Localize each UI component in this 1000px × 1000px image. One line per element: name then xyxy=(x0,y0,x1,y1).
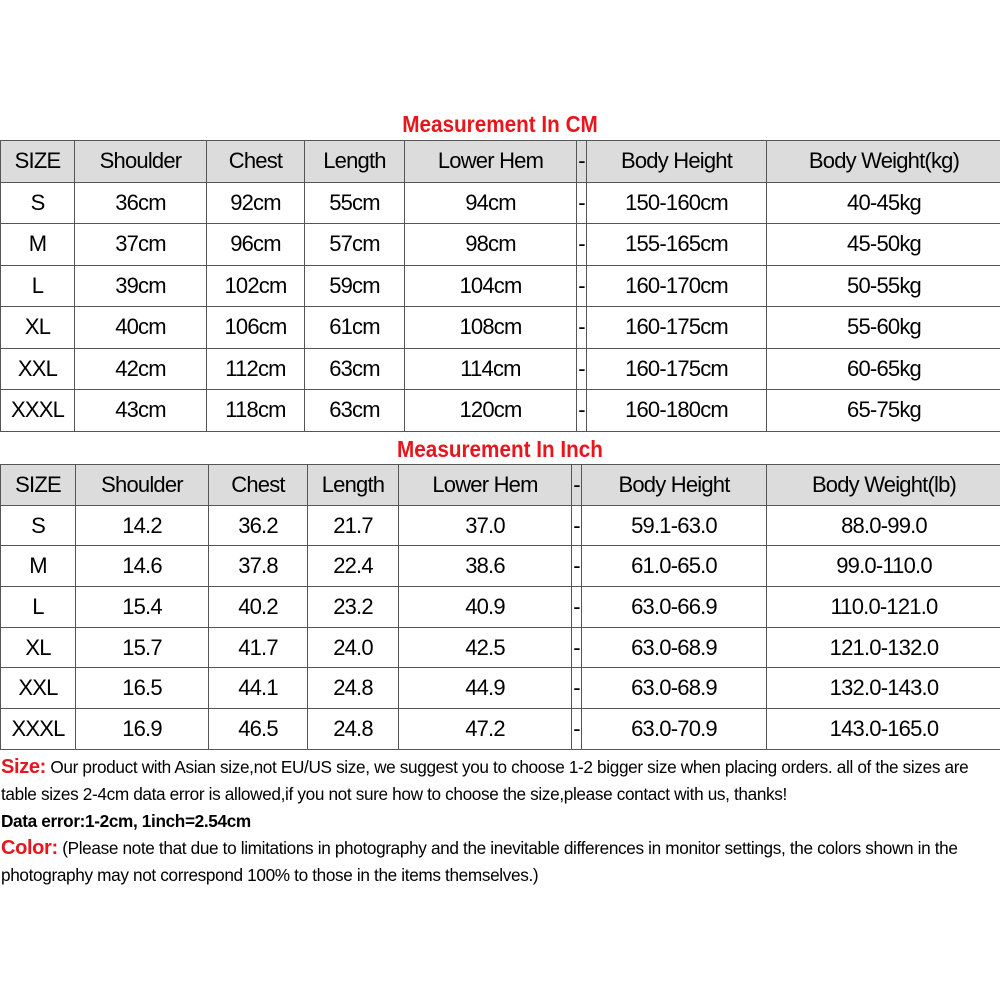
table-cell: 160-180cm xyxy=(587,390,767,432)
table-cell: 118cm xyxy=(207,390,305,432)
table-cell: 59cm xyxy=(305,265,405,307)
table-cell: 14.6 xyxy=(76,546,209,587)
color-note xyxy=(1,835,996,889)
table-cell: 50-55kg xyxy=(767,265,1000,307)
table-cell: 36cm xyxy=(75,182,207,224)
table-cell: 37.8 xyxy=(209,546,308,587)
table-cell: M xyxy=(1,224,75,266)
table-row xyxy=(1,709,1000,750)
table-cell: 46.5 xyxy=(209,709,308,750)
table-cell: 47.2 xyxy=(399,709,572,750)
data-error-note: Data error:1-2cm, 1inch=2.54cm xyxy=(1,811,251,831)
table-cell: 121.0-132.0 xyxy=(767,627,1000,668)
table-header-row xyxy=(1,141,1000,183)
table-cell: 63.0-66.9 xyxy=(582,587,767,628)
size-note-label: Size: xyxy=(1,756,46,778)
table-cell: XXXL xyxy=(1,709,76,750)
column-header: Lower Hem xyxy=(405,141,577,183)
table-cell: 45-50kg xyxy=(767,224,1000,266)
table-cell: 104cm xyxy=(405,265,577,307)
inch-size-table xyxy=(0,464,1000,750)
table-cell: 24.0 xyxy=(308,627,399,668)
table-row xyxy=(1,546,1000,587)
table-cell: 88.0-99.0 xyxy=(767,505,1000,546)
table-cell: M xyxy=(1,546,76,587)
column-header: Shoulder xyxy=(75,141,207,183)
table-cell: 61.0-65.0 xyxy=(582,546,767,587)
table-cell: 132.0-143.0 xyxy=(767,668,1000,709)
table-row xyxy=(1,224,1000,266)
table-cell: 98cm xyxy=(405,224,577,266)
table-cell: 102cm xyxy=(207,265,305,307)
table-cell: 37.0 xyxy=(399,505,572,546)
column-header: SIZE xyxy=(1,141,75,183)
table-cell: 41.7 xyxy=(209,627,308,668)
column-header: - xyxy=(577,141,587,183)
color-note-text: (Please note that due to limitations in photography and the inevitable differences in monitor settings, the colors shown in the photography may not correspond 100% to those in the items themselves.) xyxy=(1,838,958,885)
column-header: Body Height xyxy=(587,141,767,183)
table-cell: 63.0-70.9 xyxy=(582,709,767,750)
table-cell: - xyxy=(577,265,587,307)
table-cell: 155-165cm xyxy=(587,224,767,266)
table-cell: 160-175cm xyxy=(587,307,767,349)
table-cell: 38.6 xyxy=(399,546,572,587)
column-header: Shoulder xyxy=(76,465,209,506)
table-row xyxy=(1,390,1000,432)
table-cell: 44.9 xyxy=(399,668,572,709)
column-header: Chest xyxy=(207,141,305,183)
table-cell: 143.0-165.0 xyxy=(767,709,1000,750)
table-cell: 40.9 xyxy=(399,587,572,628)
table-cell: 65-75kg xyxy=(767,390,1000,432)
table-cell: - xyxy=(572,668,582,709)
table-cell: 150-160cm xyxy=(587,182,767,224)
table-row xyxy=(1,505,1000,546)
table-cell: 16.9 xyxy=(76,709,209,750)
table-cell: 37cm xyxy=(75,224,207,266)
table-cell: 59.1-63.0 xyxy=(582,505,767,546)
table-cell: XL xyxy=(1,627,76,668)
table-row xyxy=(1,348,1000,390)
column-header: Body Weight(lb) xyxy=(767,465,1000,506)
table-header-row xyxy=(1,465,1000,506)
table-cell: L xyxy=(1,265,75,307)
size-note-text: Our product with Asian size,not EU/US size, we suggest you to choose 1-2 bigger size when placing orders. all of the sizes are table sizes 2-4cm data error is allowed,if you not sure how to choose the size,please contact with us, thanks! xyxy=(1,757,969,804)
table-row xyxy=(1,587,1000,628)
table-cell: 15.7 xyxy=(76,627,209,668)
table-cell: 22.4 xyxy=(308,546,399,587)
size-note xyxy=(1,754,996,808)
table-row xyxy=(1,182,1000,224)
table-cell: 57cm xyxy=(305,224,405,266)
table-cell: - xyxy=(572,709,582,750)
table-cell: S xyxy=(1,182,75,224)
table-cell: L xyxy=(1,587,76,628)
table-cell: 63cm xyxy=(305,348,405,390)
column-header: Body Height xyxy=(582,465,767,506)
table-cell: 40cm xyxy=(75,307,207,349)
column-header: - xyxy=(572,465,582,506)
column-header: SIZE xyxy=(1,465,76,506)
table-cell: 106cm xyxy=(207,307,305,349)
table-cell: - xyxy=(577,307,587,349)
table-cell: 24.8 xyxy=(308,709,399,750)
table-cell: 44.1 xyxy=(209,668,308,709)
cm-table-title: Measurement In CM xyxy=(402,111,598,137)
table-cell: - xyxy=(572,505,582,546)
table-cell: 55-60kg xyxy=(767,307,1000,349)
table-cell: - xyxy=(572,546,582,587)
table-cell: 15.4 xyxy=(76,587,209,628)
table-cell: S xyxy=(1,505,76,546)
table-cell: 108cm xyxy=(405,307,577,349)
table-cell: 112cm xyxy=(207,348,305,390)
table-cell: 40.2 xyxy=(209,587,308,628)
table-cell: 61cm xyxy=(305,307,405,349)
cm-size-table xyxy=(0,140,1000,432)
column-header: Length xyxy=(305,141,405,183)
table-cell: 16.5 xyxy=(76,668,209,709)
table-cell: 42cm xyxy=(75,348,207,390)
table-row xyxy=(1,627,1000,668)
color-note-label: Color: xyxy=(1,837,58,859)
column-header: Lower Hem xyxy=(399,465,572,506)
table-cell: XXXL xyxy=(1,390,75,432)
column-header: Chest xyxy=(209,465,308,506)
table-row xyxy=(1,307,1000,349)
table-cell: - xyxy=(572,627,582,668)
table-cell: 23.2 xyxy=(308,587,399,628)
table-cell: - xyxy=(572,587,582,628)
table-cell: 160-170cm xyxy=(587,265,767,307)
table-cell: XL xyxy=(1,307,75,349)
table-cell: 60-65kg xyxy=(767,348,1000,390)
table-cell: - xyxy=(577,348,587,390)
table-cell: - xyxy=(577,182,587,224)
table-cell: 42.5 xyxy=(399,627,572,668)
table-row xyxy=(1,265,1000,307)
table-cell: XXL xyxy=(1,668,76,709)
table-cell: 55cm xyxy=(305,182,405,224)
table-cell: 39cm xyxy=(75,265,207,307)
table-cell: 14.2 xyxy=(76,505,209,546)
table-cell: 63.0-68.9 xyxy=(582,627,767,668)
table-cell: 36.2 xyxy=(209,505,308,546)
table-cell: 40-45kg xyxy=(767,182,1000,224)
table-cell: 43cm xyxy=(75,390,207,432)
column-header: Body Weight(kg) xyxy=(767,141,1000,183)
inch-table-title: Measurement In Inch xyxy=(397,436,603,462)
size-notes xyxy=(1,754,996,889)
table-cell: XXL xyxy=(1,348,75,390)
table-cell: 21.7 xyxy=(308,505,399,546)
table-cell: 114cm xyxy=(405,348,577,390)
table-cell: 63cm xyxy=(305,390,405,432)
table-cell: 63.0-68.9 xyxy=(582,668,767,709)
table-row xyxy=(1,668,1000,709)
table-cell: - xyxy=(577,390,587,432)
table-cell: 96cm xyxy=(207,224,305,266)
table-cell: 24.8 xyxy=(308,668,399,709)
table-cell: 120cm xyxy=(405,390,577,432)
table-cell: - xyxy=(577,224,587,266)
table-cell: 160-175cm xyxy=(587,348,767,390)
column-header: Length xyxy=(308,465,399,506)
table-cell: 99.0-110.0 xyxy=(767,546,1000,587)
table-cell: 92cm xyxy=(207,182,305,224)
table-cell: 94cm xyxy=(405,182,577,224)
table-cell: 110.0-121.0 xyxy=(767,587,1000,628)
